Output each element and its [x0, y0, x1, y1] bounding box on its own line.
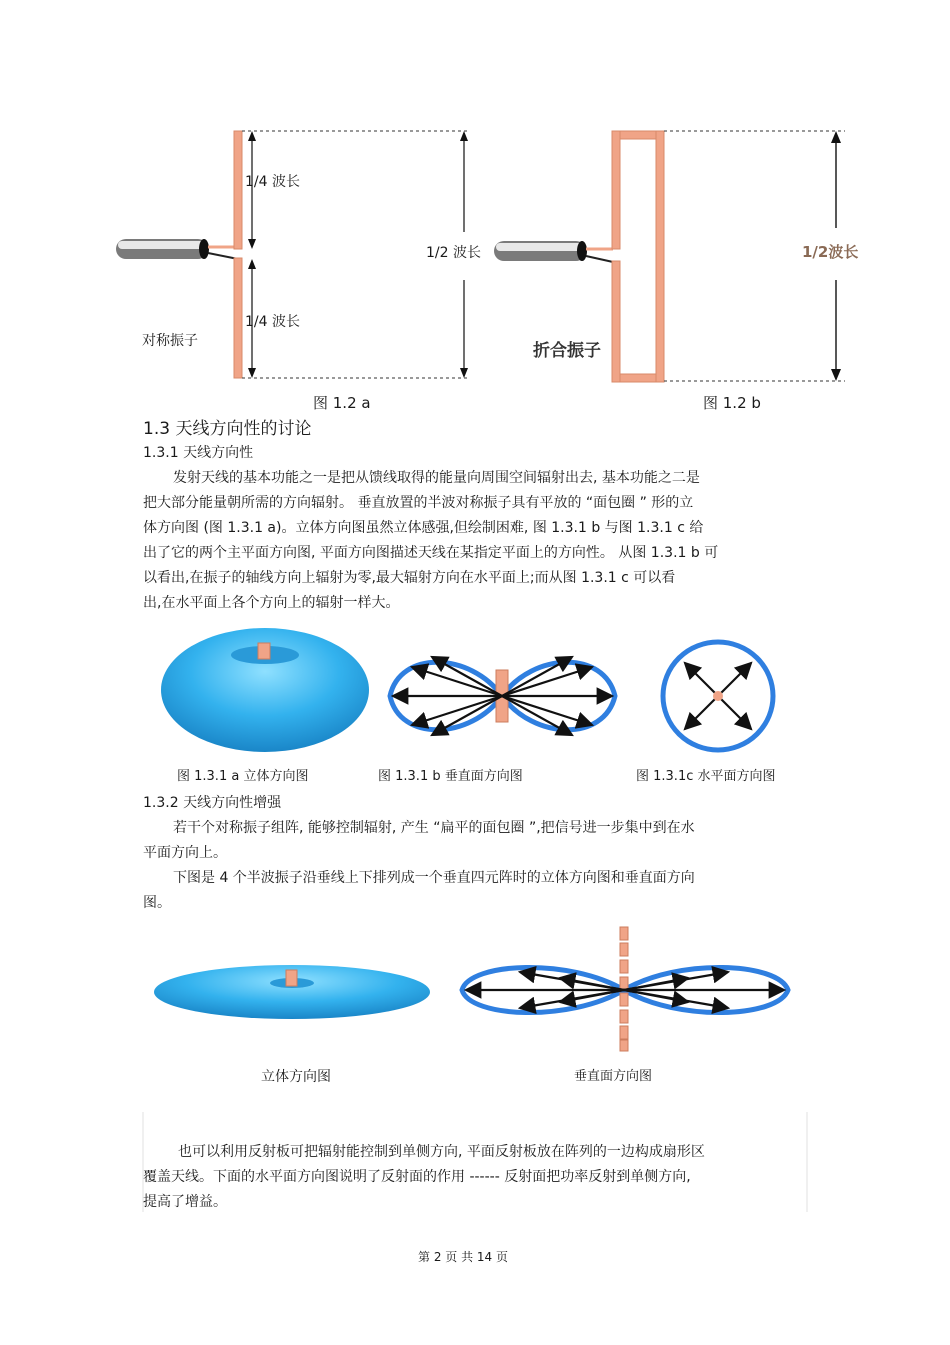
section-heading-1-3: 1.3 天线方向性的讨论 [143, 419, 312, 439]
caption-figure-1-2b: 图 1.2 b [703, 394, 761, 412]
section-heading-1-3-1: 1.3.1 天线方向性 [143, 445, 254, 461]
paragraph-line: 图。 [143, 895, 171, 911]
paragraph-line: 把大部分能量朝所需的方向辐射。 垂直放置的半波对称振子具有平放的 “面包圈 ” 形的立 [143, 495, 694, 511]
label-dipole-name: 对称振子 [142, 333, 198, 349]
paragraph-line: 出,在水平面上各个方向上的辐射一样大。 [143, 595, 400, 611]
paragraph-line: 平面方向上。 [143, 845, 227, 861]
paragraph-line: 出了它的两个主平面方向图, 平面方向图描述天线在某指定平面上的方向性。 从图 1.3.1 b 可 [143, 545, 719, 561]
caption-figure-1-3-1b: 图 1.3.1 b 垂直面方向图 [378, 769, 523, 784]
flat-torus-3d-pattern [154, 965, 430, 1019]
label-folded-dipole-name: 折合振子 [533, 341, 601, 361]
array-vertical-pattern [462, 927, 788, 1051]
caption-array-3d: 立体方向图 [261, 1069, 331, 1085]
caption-figure-1-3-1c: 图 1.3.1c 水平面方向图 [636, 769, 776, 784]
label-half-b: 1/2波长 [802, 243, 859, 261]
paragraph-line: 以看出,在振子的轴线方向上辐射为零,最大辐射方向在水平面上;而从图 1.3.1 c 可以看 [143, 570, 676, 586]
caption-figure-1-2a: 图 1.2 a [313, 394, 371, 412]
paragraph-line: 体方向图 (图 1.3.1 a)。立体方向图虽然立体感强,但绘制困难, 图 1.3.1 b 与图 1.3.1 c 给 [143, 520, 704, 536]
caption-figure-1-3-1a: 图 1.3.1 a 立体方向图 [177, 769, 309, 784]
paragraph-line: 提高了增益。 [143, 1194, 227, 1210]
label-quarter-top: 1/4 波长 [245, 174, 300, 190]
paragraph-line: 覆盖天线。下面的水平面方向图说明了反射面的作用 ------ 反射面把功率反射到单侧方向, [143, 1169, 691, 1185]
label-half-a: 1/2 波长 [426, 245, 481, 261]
section-heading-1-3-2: 1.3.2 天线方向性增强 [143, 795, 282, 811]
page-footer: 第 2 页 共 14 页 [418, 1250, 508, 1264]
caption-array-vertical: 垂直面方向图 [574, 1069, 653, 1084]
paragraph-line: 也可以利用反射板可把辐射能控制到单侧方向, 平面反射板放在阵列的一边构成扇形区 [178, 1144, 705, 1160]
paragraph-line: 发射天线的基本功能之一是把从馈线取得的能量向周围空间辐射出去, 基本功能之二是 [173, 470, 700, 486]
paragraph-line: 下图是 4 个半波振子沿垂线上下排列成一个垂直四元阵时的立体方向图和垂直面方向 [173, 870, 695, 886]
label-quarter-bottom: 1/4 波长 [245, 314, 300, 330]
paragraph-line: 若干个对称振子组阵, 能够控制辐射, 产生 “扁平的面包圈 ”,把信号进一步集中到在水 [173, 820, 695, 836]
